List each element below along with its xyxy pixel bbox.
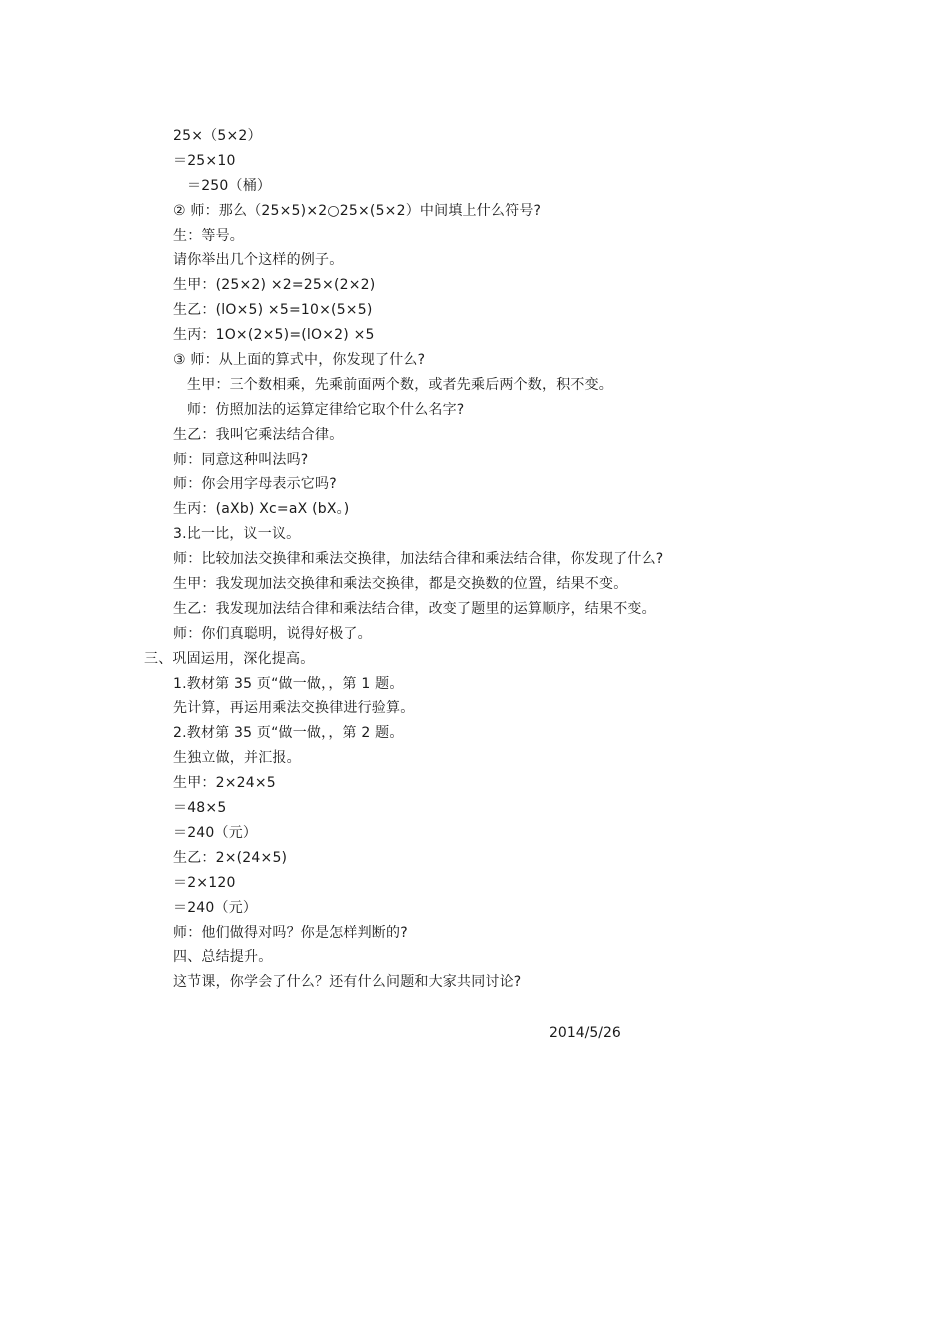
- text-line: 师：比较加法交换律和乘法交换律，加法结合律和乘法结合律，你发现了什么?: [173, 551, 664, 568]
- text-line: 生：等号。: [173, 227, 244, 244]
- document-date: 2014/5/26: [549, 1025, 621, 1041]
- text-line: ＝2×120: [173, 874, 236, 891]
- text-line: 三、巩固运用，深化提高。: [144, 650, 315, 667]
- text-line: 师：仿照加法的运算定律给它取个什么名字?: [187, 401, 465, 418]
- document-body: [0, 124, 950, 995]
- text-line: 1.教材第 35 页“做一做，，第 1 题。: [173, 675, 404, 692]
- text-line: 师：同意这种叫法吗?: [173, 451, 309, 468]
- text-line: 生乙：我叫它乘法结合律。: [173, 426, 344, 443]
- text-line: 25×（5×2）: [173, 128, 262, 144]
- text-line: ② 师：那么（25×5)×2○25×(5×2）中间填上什么符号?: [173, 202, 542, 219]
- text-line: 生甲：2×24×5: [173, 775, 276, 792]
- text-line: 师：你会用字母表示它吗?: [173, 476, 337, 493]
- text-line: 生丙：(aXb) Xc=aX (bX。): [173, 501, 350, 518]
- text-line: ＝240（元）: [173, 824, 258, 841]
- text-line: 生甲：三个数相乘，先乘前面两个数，或者先乘后两个数，积不变。: [187, 376, 613, 393]
- text-line: ＝25×10: [173, 152, 236, 169]
- text-line: 生甲：(25×2) ×2=25×(2×2): [173, 277, 376, 294]
- text-line: ＝48×5: [173, 800, 227, 817]
- text-line: 生乙：我发现加法结合律和乘法结合律，改变了题里的运算顺序，结果不变。: [173, 600, 656, 617]
- text-line: 生甲：我发现加法交换律和乘法交换律，都是交换数的位置，结果不变。: [173, 576, 628, 593]
- text-line: 师：他们做得对吗？你是怎样判断的?: [173, 924, 408, 941]
- text-line: 生独立做，并汇报。: [173, 750, 301, 767]
- text-line: ③ 师：从上面的算式中，你发现了什么?: [173, 352, 426, 369]
- text-line: 2.教材第 35 页“做一做，，第 2 题。: [173, 725, 404, 742]
- text-line: 请你举出几个这样的例子。: [173, 252, 344, 269]
- text-line: 生乙：2×(24×5): [173, 849, 288, 866]
- text-line: ＝240（元）: [173, 899, 258, 916]
- text-line: 四、总结提升。: [173, 949, 273, 966]
- text-line: 这节课，你学会了什么？还有什么问题和大家共同讨论?: [173, 974, 522, 991]
- text-line: 生丙：1O×(2×5)=(lO×2) ×5: [173, 327, 375, 344]
- text-line: 先计算，再运用乘法交换律进行验算。: [173, 700, 415, 717]
- text-line: ＝250（桶）: [187, 177, 272, 194]
- text-line: 师：你们真聪明，说得好极了。: [173, 625, 372, 642]
- text-line: 3.比一比，议一议。: [173, 526, 301, 543]
- text-line: 生乙：(lO×5) ×5=10×(5×5): [173, 302, 373, 319]
